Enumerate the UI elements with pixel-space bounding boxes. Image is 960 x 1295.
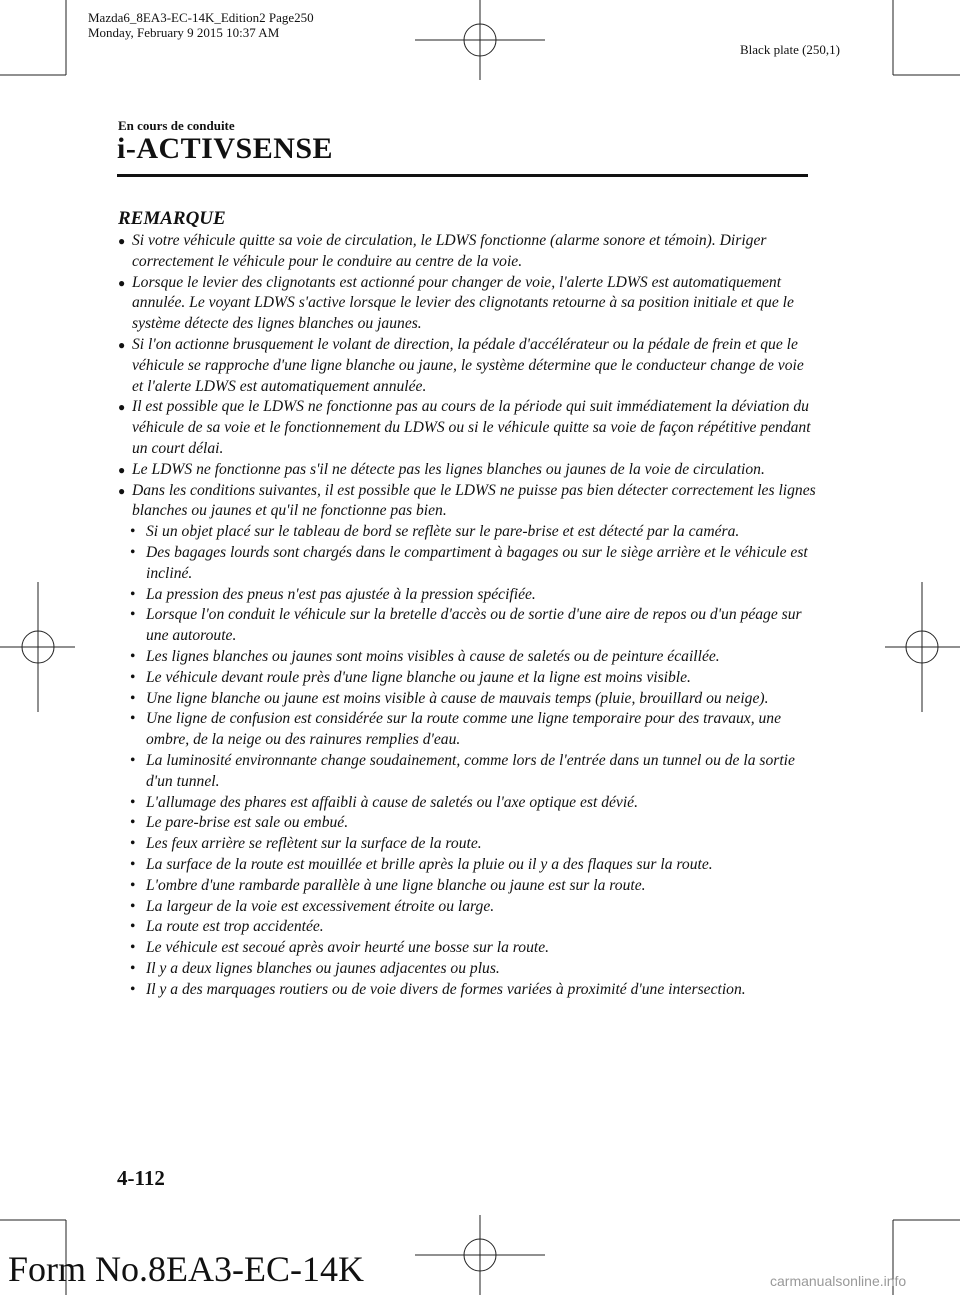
sub-bullet-text: La route est trop accidentée. <box>146 918 324 936</box>
note-bullet-text: Le LDWS ne fonctionne pas s'il ne détecte pas les lignes blanches ou jaunes de la voie de circulation. <box>132 460 765 478</box>
sub-bullet-dot-icon: • <box>130 751 136 769</box>
sub-bullet-dot-icon: • <box>130 939 136 957</box>
note-title: REMARQUE <box>118 208 226 229</box>
sub-bullet-dot-icon: • <box>130 689 136 707</box>
note-bullet-list <box>118 231 818 1000</box>
watermark: carmanualsonline.info <box>770 1273 907 1289</box>
sub-bullet <box>118 709 818 751</box>
note-bullet <box>118 335 818 397</box>
sub-bullet-text: La surface de la route est mouillée et brille après la pluie ou il y a des flaques sur la route. <box>146 855 713 873</box>
note-bullet-text: Il est possible que le LDWS ne fonctionne pas au cours de la période qui suit immédiatement la déviation du véhicule de sa voie et le fonctionnement du LDWS ou si le véhicule quitte sa voie de façon répétitive pendant un court délai. <box>132 398 811 457</box>
sub-bullet-text: Il y a des marquages routiers ou de voie divers de formes variées à proximité d'une intersection. <box>146 980 746 998</box>
sub-bullet-dot-icon: • <box>130 814 136 832</box>
note-bullet <box>118 397 818 459</box>
sub-bullet <box>118 980 818 1001</box>
note-bullet <box>118 273 818 335</box>
sub-bullet-text: Les feux arrière se reflètent sur la surface de la route. <box>146 835 482 853</box>
sub-bullet-text: Si un objet placé sur le tableau de bord se reflète sur le pare-brise et est détecté par la caméra. <box>146 523 740 541</box>
plate-label: Black plate (250,1) <box>740 42 840 57</box>
note-bullet-text: Dans les conditions suivantes, il est possible que le LDWS ne puisse pas bien détecter correctement les lignes blanches ou jaunes et qu'il ne fonctionne pas bien. <box>132 481 816 520</box>
sub-bullet-dot-icon: • <box>130 710 136 728</box>
note-bullet <box>118 481 818 1001</box>
sub-bullet-text: Une ligne de confusion est considérée sur la route comme une ligne temporaire pour des travaux, une ombre, de la neige ou des rainures remplies d'eau. <box>146 710 782 749</box>
sub-bullet <box>118 834 818 855</box>
sub-bullet <box>118 522 818 543</box>
sub-bullet <box>118 543 818 585</box>
sub-bullet-text: Le pare-brise est sale ou embué. <box>146 814 349 832</box>
bullet-dot-icon: ● <box>118 275 126 290</box>
sub-bullet <box>118 813 818 834</box>
sub-bullet-dot-icon: • <box>130 897 136 915</box>
sub-bullet-dot-icon: • <box>130 855 136 873</box>
sub-bullet <box>118 689 818 710</box>
sub-bullet <box>118 585 818 606</box>
sub-bullet-text: Les lignes blanches ou jaunes sont moins visibles à cause de saletés ou de peinture écaillée. <box>146 647 720 665</box>
sub-bullet-dot-icon: • <box>130 793 136 811</box>
sub-bullet <box>118 917 818 938</box>
sub-bullet-text: Une ligne blanche ou jaune est moins visible à cause de mauvais temps (pluie, brouillard ou neige). <box>146 689 769 707</box>
sub-bullet-text: La luminosité environnante change soudainement, comme lors de l'entrée dans un tunnel ou de la sortie d'un tunnel. <box>146 751 795 790</box>
print-info-file: Mazda6_8EA3-EC-14K_Edition2 Page250 <box>88 10 314 25</box>
sub-bullet <box>118 876 818 897</box>
sub-bullet <box>118 938 818 959</box>
sub-bullet <box>118 605 818 647</box>
bullet-dot-icon: ● <box>118 400 126 415</box>
sub-bullet-dot-icon: • <box>130 835 136 853</box>
sub-bullet <box>118 959 818 980</box>
sub-bullet-text: Le véhicule devant roule près d'une ligne blanche ou jaune et la ligne est moins visible. <box>146 668 691 686</box>
page-number: 4-112 <box>117 1166 165 1190</box>
sub-bullet-dot-icon: • <box>130 523 136 541</box>
sub-bullet <box>118 793 818 814</box>
sub-bullet <box>118 668 818 689</box>
condition-sub-list <box>132 522 818 1000</box>
sub-bullet-dot-icon: • <box>130 606 136 624</box>
sub-bullet <box>118 855 818 876</box>
bullet-dot-icon: ● <box>118 462 126 477</box>
note-bullet-text: Si votre véhicule quitte sa voie de circulation, le LDWS fonctionne (alarme sonore et témoin). Diriger correctement le véhicule pour le conduire au centre de la voie. <box>132 232 767 270</box>
sub-bullet-text: Le véhicule est secoué après avoir heurté une bosse sur la route. <box>146 939 550 957</box>
sub-bullet-text: Il y a deux lignes blanches ou jaunes adjacentes ou plus. <box>146 959 500 977</box>
bullet-dot-icon: ● <box>118 234 126 248</box>
sub-bullet-text: L'allumage des phares est affaibli à cause de saletés ou l'axe optique est dévié. <box>146 793 639 811</box>
note-bullet <box>118 231 818 273</box>
bullet-dot-icon: ● <box>118 483 126 498</box>
section-label: En cours de conduite <box>118 118 235 133</box>
note-bullet-text: Si l'on actionne brusquement le volant de direction, la pédale d'accélérateur ou la pédale de frein et que le véhicule se rapproche d'une ligne blanche ou jaune, le système détermine que le conducteur change de voie et l'alerte LDWS est automatiquement annulée. <box>132 335 804 395</box>
page-heading: i-ACTIVSENSE <box>117 132 334 165</box>
sub-bullet-text: La pression des pneus n'est pas ajustée à la pression spécifiée. <box>146 585 536 603</box>
sub-bullet-dot-icon: • <box>130 647 136 665</box>
sub-bullet-dot-icon: • <box>130 876 136 894</box>
print-info-date: Monday, February 9 2015 10:37 AM <box>88 25 280 40</box>
heading-rule <box>117 174 808 177</box>
sub-bullet-text: Des bagages lourds sont chargés dans le compartiment à bagages ou sur le siège arrière et le véhicule est incliné. <box>146 543 808 582</box>
sub-bullet-text: La largeur de la voie est excessivement étroite ou large. <box>146 897 495 915</box>
sub-bullet-dot-icon: • <box>130 959 136 977</box>
note-bullet <box>118 460 818 481</box>
note-block <box>118 208 818 1000</box>
sub-bullet-text: L'ombre d'une rambarde parallèle à une ligne blanche ou jaune est sur la route. <box>146 876 646 894</box>
note-bullet-text: Lorsque le levier des clignotants est actionné pour changer de voie, l'alerte LDWS est automatiquement annulée. Le voyant LDWS s'active lorsque le levier des clignotants retourne à sa position initiale et que le système détecte des lignes blanches ou jaunes. <box>132 273 794 333</box>
sub-bullet <box>118 897 818 918</box>
sub-bullet-text: Lorsque l'on conduit le véhicule sur la bretelle d'accès ou de sortie d'une aire de repos ou d'un péage sur une autoroute. <box>146 606 802 645</box>
bullet-dot-icon: ● <box>118 337 126 352</box>
sub-bullet-dot-icon: • <box>130 980 136 998</box>
sub-bullet <box>118 647 818 668</box>
print-info <box>88 10 314 40</box>
sub-bullet-dot-icon: • <box>130 668 136 686</box>
sub-bullet-dot-icon: • <box>130 543 136 561</box>
sub-bullet-dot-icon: • <box>130 918 136 936</box>
sub-bullet <box>118 751 818 793</box>
sub-bullet-dot-icon: • <box>130 585 136 603</box>
form-number: Form No.8EA3-EC-14K <box>8 1249 364 1289</box>
